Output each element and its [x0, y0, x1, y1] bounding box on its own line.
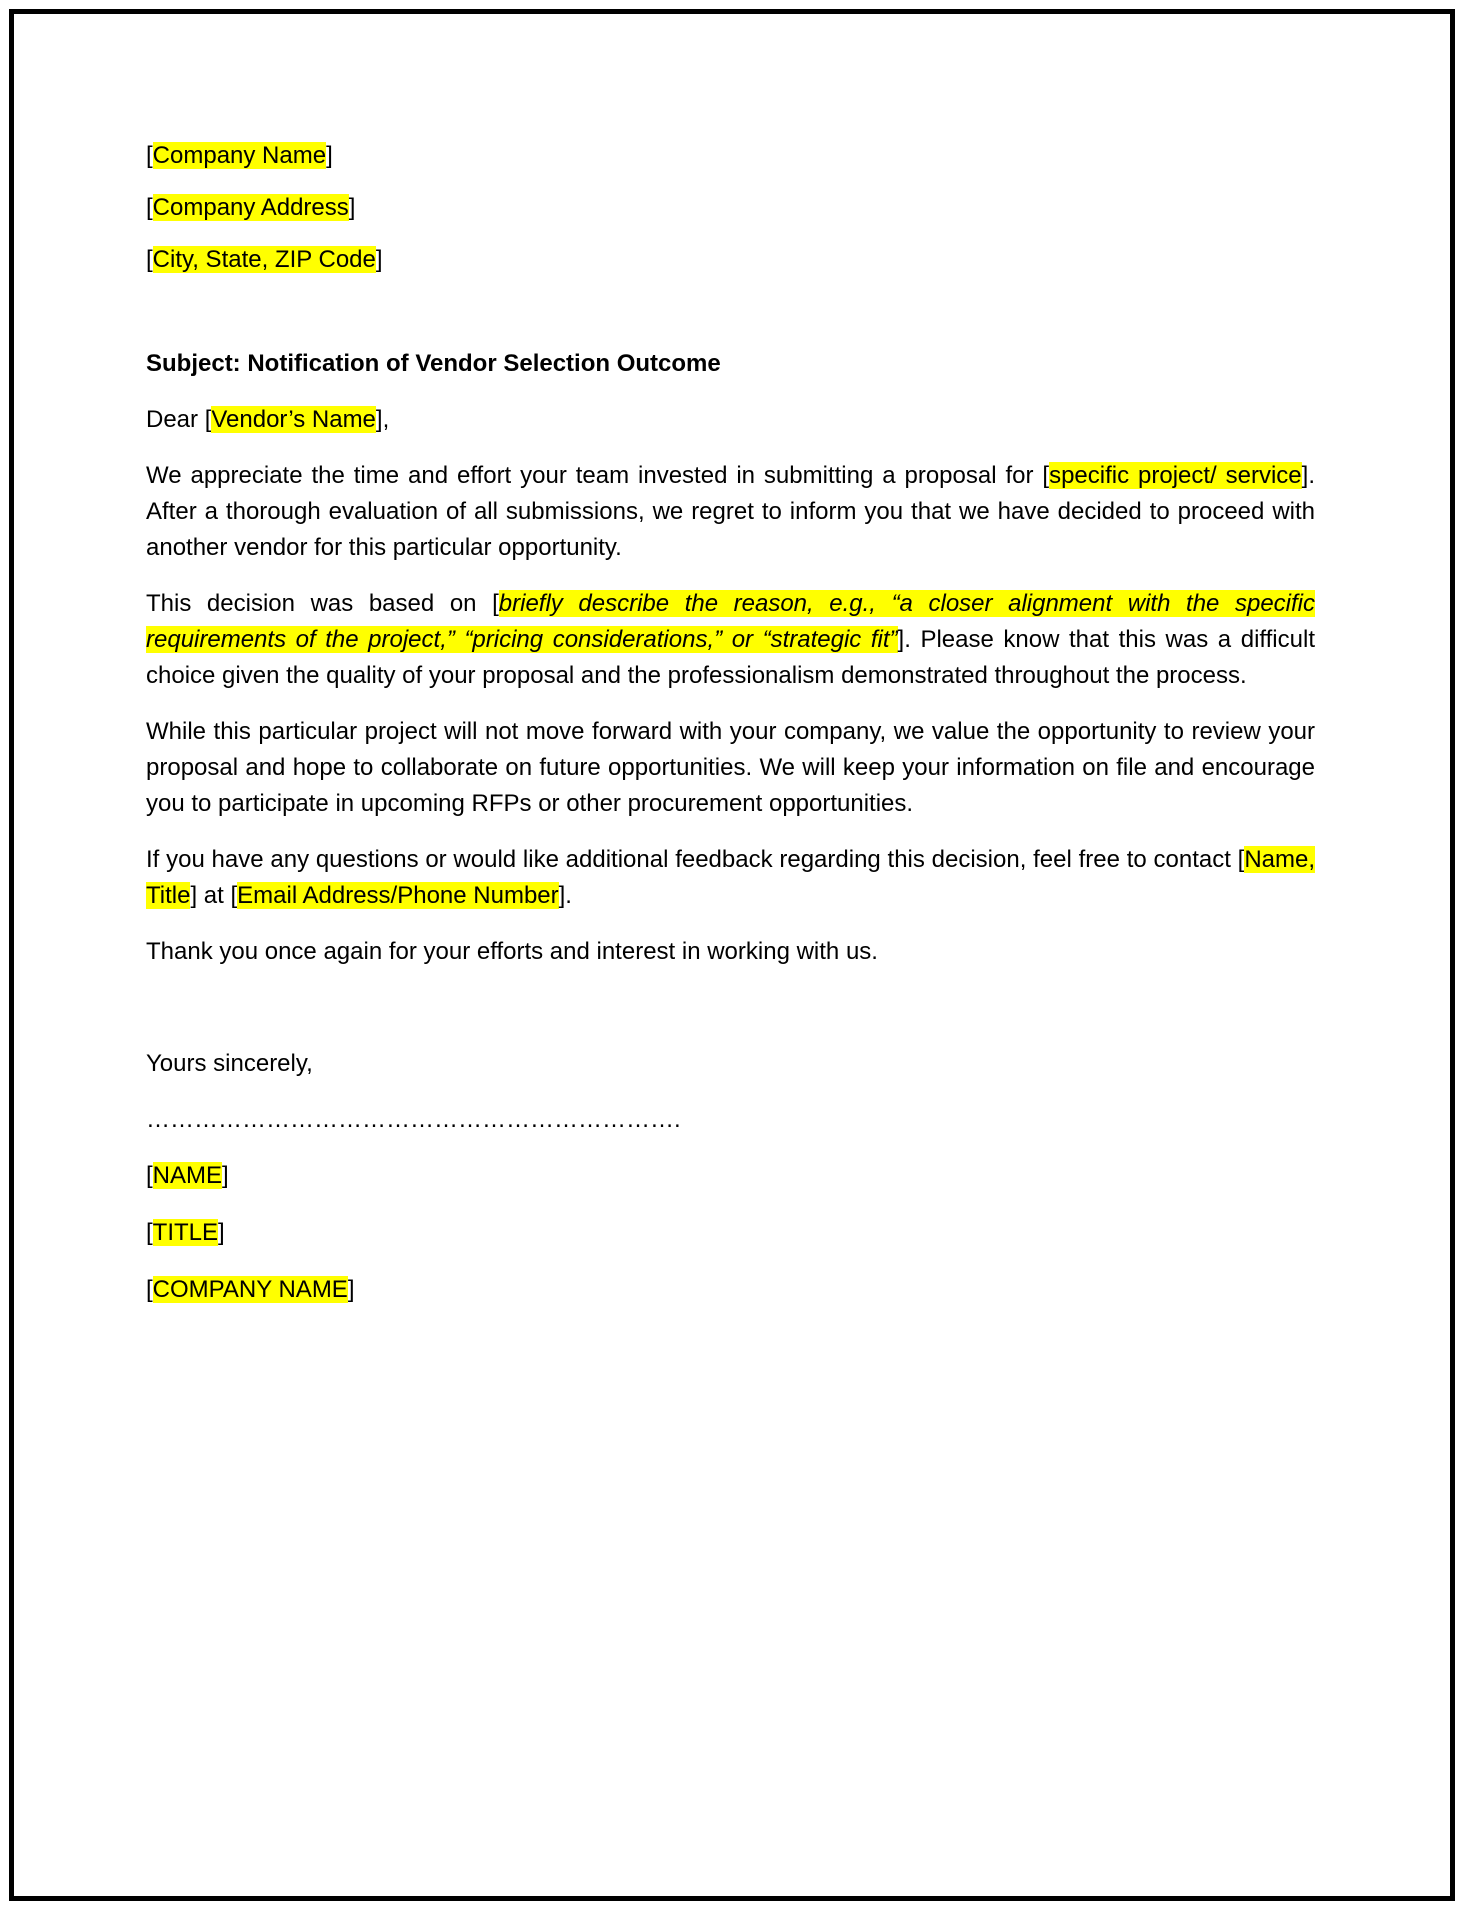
- letter-body: [146, 138, 1315, 1308]
- address-city-state-zip: [City, State, ZIP Code]: [146, 246, 383, 273]
- signature-block: [146, 1158, 1315, 1308]
- address-company-address: [Company Address]: [146, 194, 356, 221]
- signature-company: [COMPANY NAME]: [146, 1276, 355, 1303]
- signature-name-placeholder: NAME: [152, 1162, 223, 1189]
- paragraph-2-after: ]. Please know that this was a difficult choice given the quality of your proposal and the professionalism demonstrated throughout the process.: [146, 626, 1315, 689]
- city-state-zip-placeholder: City, State, ZIP Code: [152, 246, 376, 273]
- paragraph-1: [146, 458, 1315, 566]
- company-name-placeholder: Company Name: [152, 142, 327, 169]
- signature-title-placeholder: TITLE: [152, 1219, 219, 1246]
- company-address-placeholder: Company Address: [152, 194, 349, 221]
- paragraph-4-after: ].: [558, 882, 572, 909]
- closing: Yours sincerely,: [146, 1050, 313, 1077]
- paragraph-1-before: We appreciate the time and effort your team invested in submitting a proposal for [: [146, 462, 1050, 489]
- contact-name-placeholder: Name, Title: [146, 846, 1315, 909]
- paragraph-4-middle: ] at [: [190, 882, 238, 909]
- paragraph-4-before: If you have any questions or would like additional feedback regarding this decision, feel free to contact [: [146, 846, 1245, 873]
- reason-placeholder: briefly describe the reason, e.g., “a closer alignment with the specific requirements of the project,” “pricing considerations,” or “strategic fit”: [146, 590, 1315, 653]
- paragraph-2: [146, 586, 1315, 694]
- greeting: [146, 402, 1315, 438]
- greeting-suffix: ],: [375, 406, 390, 433]
- paragraph-1-after: ]. After a thorough evaluation of all submissions, we regret to inform you that we have decided to proceed with another vendor for this particular opportunity.: [146, 462, 1315, 561]
- signature-dots: ………………………………………………………….: [146, 1106, 681, 1133]
- address-company-name: [Company Name]: [146, 142, 333, 169]
- project-placeholder: specific project/ service: [1049, 462, 1302, 489]
- signature-name: [NAME]: [146, 1162, 229, 1189]
- contact-info-placeholder: Email Address/Phone Number: [237, 882, 559, 909]
- signature-company-placeholder: COMPANY NAME: [152, 1276, 348, 1303]
- paragraph-4: [146, 842, 1315, 914]
- subject-line: Subject: Notification of Vendor Selection Outcome: [146, 350, 721, 377]
- paragraph-3: While this particular project will not move forward with your company, we value the opportunity to review your proposal and hope to collaborate on future opportunities. We will keep your information on file and encourage you to participate in upcoming RFPs or other procurement opportunities.: [146, 718, 1315, 817]
- paragraph-2-before: This decision was based on [: [146, 590, 499, 617]
- vendor-name-placeholder: Vendor’s Name: [211, 406, 376, 433]
- greeting-prefix: Dear [: [146, 406, 212, 433]
- paragraph-5: Thank you once again for your efforts and interest in working with us.: [146, 938, 878, 965]
- signature-title: [TITLE]: [146, 1219, 225, 1246]
